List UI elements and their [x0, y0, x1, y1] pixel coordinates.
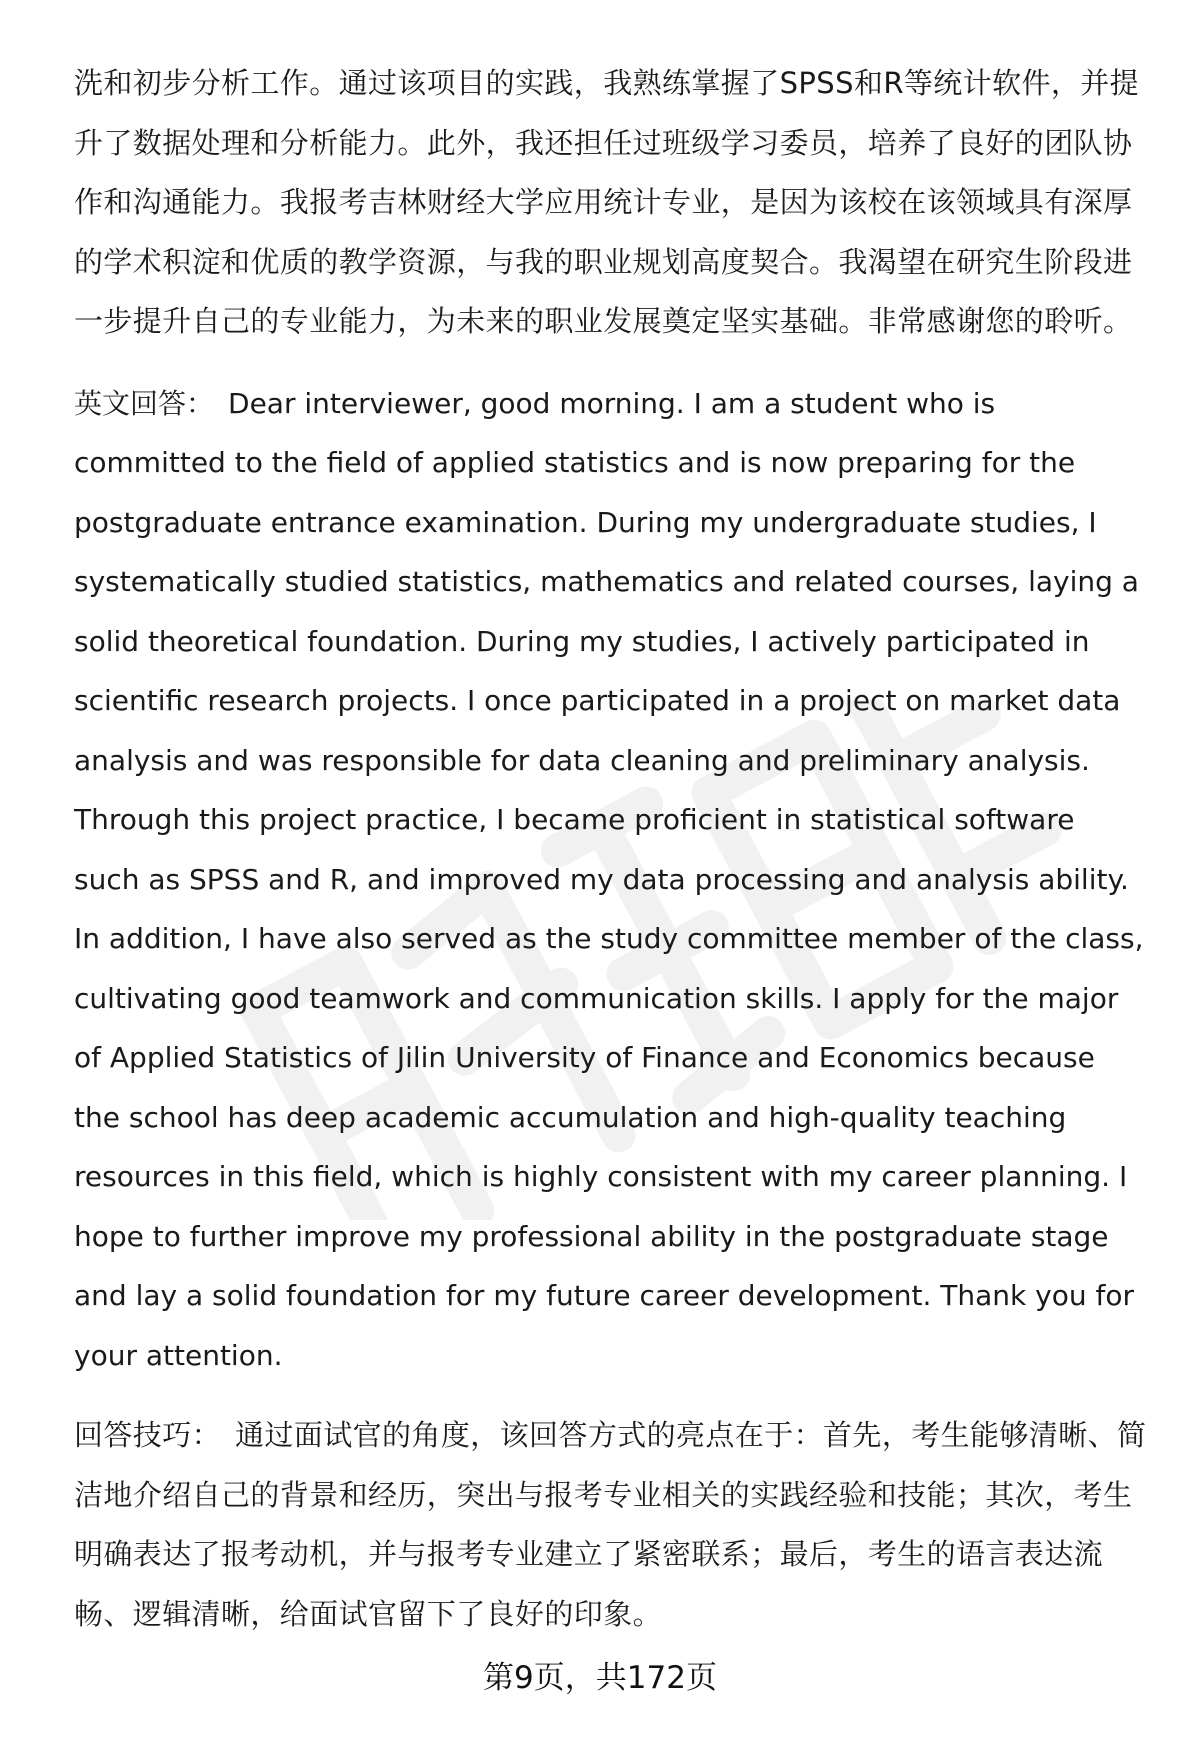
- text-line: hope to further improve my professional ability in the postgraduate stage: [74, 1219, 1109, 1253]
- text-line: of Applied Statistics of Jilin University of Finance and Economics because: [74, 1041, 1095, 1074]
- text-line: the school has deep academic accumulation and high-quality teaching: [74, 1100, 1067, 1134]
- text-line: 的学术积淀和优质的教学资源，与我的职业规划高度契合。我渴望在研究生阶段进: [74, 244, 1133, 279]
- english-answer-label: 英文回答：: [74, 386, 215, 420]
- answer-tips-first-line: [74, 1406, 1154, 1466]
- text-line: postgraduate entrance examination. During my undergraduate studies, I: [74, 505, 1097, 539]
- text-line: Dear interviewer, good morning. I am a student who is: [228, 386, 996, 420]
- text-line: scientific research projects. I once participated in a project on market data: [74, 684, 1121, 717]
- text-line: 洁地介绍自己的背景和经历，突出与报考专业相关的实践经验和技能；其次，考生: [74, 1477, 1133, 1512]
- text-line: 洗和初步分析工作。通过该项目的实践，我熟练掌握了SPSS和R等统计软件，并提: [74, 66, 1140, 100]
- text-line: solid theoretical foundation. During my studies, I actively participated in: [74, 624, 1090, 658]
- page-indicator: 第9页，共172页: [483, 1660, 717, 1696]
- text-line: 一步提升自己的专业能力，为未来的职业发展奠定坚实基础。非常感谢您的聆听。: [74, 304, 1133, 338]
- text-line: and lay a solid foundation for my future career development. Thank you for: [74, 1279, 1134, 1312]
- text-line: systematically studied statistics, mathematics and related courses, laying a: [74, 565, 1139, 598]
- page-footer: [0, 1658, 1200, 1698]
- chinese-answer-continuation: [74, 54, 1154, 352]
- text-line: such as SPSS and R, and improved my data processing and analysis ability.: [74, 862, 1129, 896]
- text-line: 升了数据处理和分析能力。此外，我还担任过班级学习委员，培养了良好的团队协: [74, 125, 1133, 160]
- text-line: resources in this field, which is highly consistent with my career planning. I: [74, 1160, 1128, 1193]
- text-line: 明确表达了报考动机，并与报考专业建立了紧密联系；最后，考生的语言表达流: [74, 1537, 1104, 1571]
- text-line: 作和沟通能力。我报考吉林财经大学应用统计专业，是因为该校在该领域具有深厚: [74, 185, 1133, 219]
- text-line: 畅、逻辑清晰，给面试官留下了良好的印象。: [74, 1596, 663, 1631]
- english-answer: [74, 374, 1154, 1386]
- answer-tips: [74, 1406, 1154, 1644]
- text-line: 通过面试官的角度，该回答方式的亮点在于：首先，考生能够清晰、简: [235, 1418, 1147, 1452]
- text-line: In addition, I have also served as the study committee member of the class,: [74, 922, 1144, 955]
- text-line: analysis and was responsible for data cleaning and preliminary analysis.: [74, 743, 1090, 777]
- text-line: Through this project practice, I became proficient in statistical software: [74, 803, 1075, 836]
- text-line: your attention.: [74, 1338, 283, 1372]
- answer-tips-label: 回答技巧：: [74, 1418, 222, 1452]
- page-content: [74, 54, 1154, 1644]
- text-line: cultivating good teamwork and communication skills. I apply for the major: [74, 981, 1119, 1015]
- text-line: committed to the field of applied statistics and is now preparing for the: [74, 446, 1076, 479]
- english-answer-first-line: [74, 374, 1154, 434]
